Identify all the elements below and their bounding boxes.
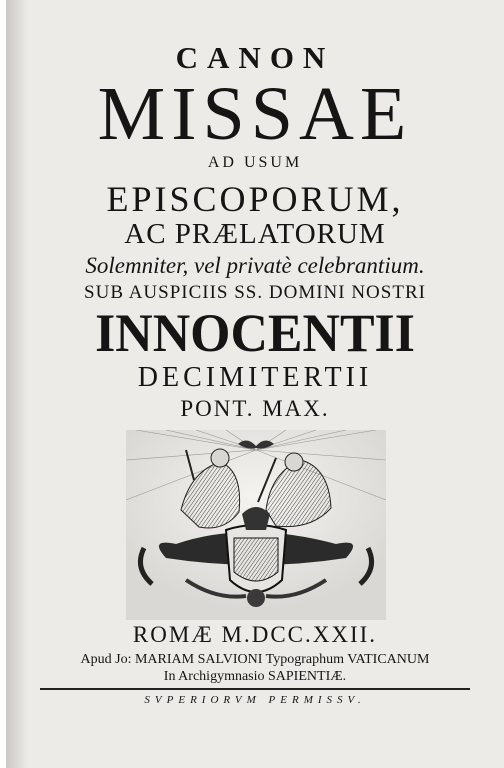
imprint-printer: Apud Jo: MARIAM SALVIONI Typographum VATICANUM (80, 652, 430, 667)
title-ad-usum: AD USUM (207, 154, 303, 171)
title-solemniter: Solemniter, vel privatè celebrantium. (85, 253, 425, 278)
title-decimitertii: DECIMITERTII (137, 362, 373, 393)
permission-note: SVPERIORVM PERMISSV. (144, 694, 366, 706)
imprint-place-date: ROMÆ M.DCC.XXII. (132, 622, 378, 647)
horizontal-rule-divider (40, 688, 470, 690)
title-word-canon: CANON (175, 40, 335, 75)
title-word-missae: MISSAE (97, 72, 413, 156)
title-sub-auspiciis: SUB AUSPICIIS SS. DOMINI NOSTRI (84, 282, 426, 303)
title-page (6, 0, 504, 768)
title-episcoporum: EPISCOPORUM, (106, 179, 404, 219)
title-praelatorum: AC PRÆLATORUM (124, 218, 386, 250)
title-innocentii: INNOCENTII (95, 303, 415, 363)
imprint-location: In Archigymnasio SAPIENTIÆ. (163, 669, 347, 684)
engraved-coat-of-arms-illustration (126, 430, 386, 620)
title-pont-max: PONT. MAX. (180, 396, 330, 421)
